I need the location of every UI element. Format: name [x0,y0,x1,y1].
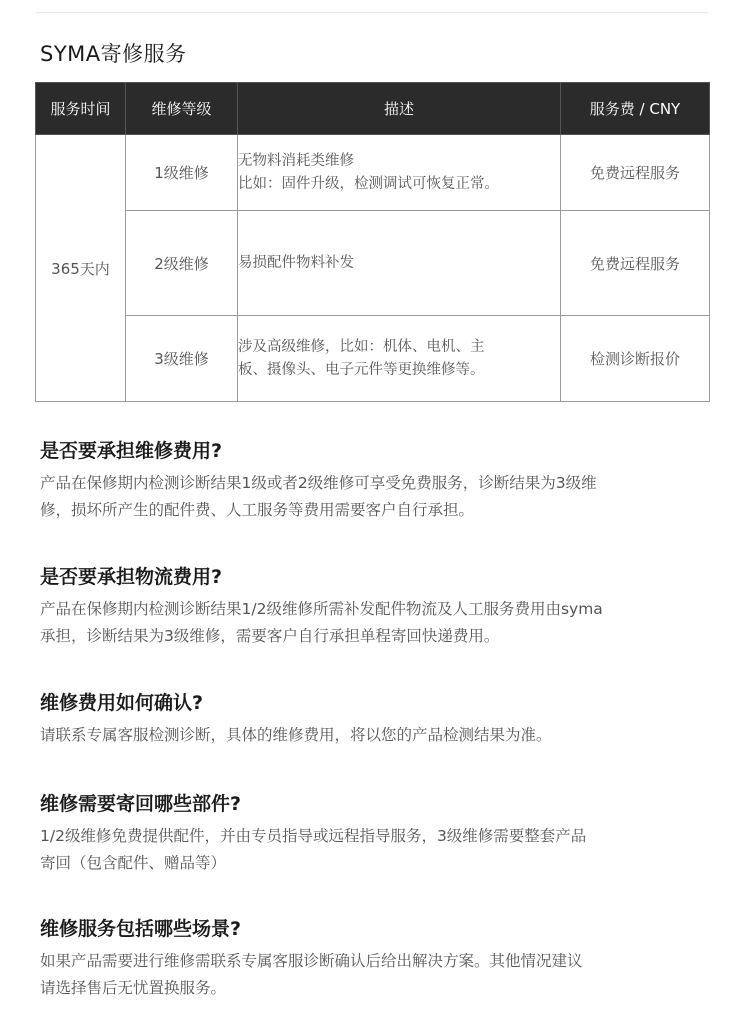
description-cell [238,316,561,402]
faq-question: 维修需要寄回哪些部件? [40,793,242,815]
faq-answer [40,948,730,1002]
faq-answer-line: 如果产品需要进行维修需联系专属客服诊断确认后给出解决方案。其他情况建议 [40,952,583,970]
faq-answer-line: 修，损坏所产生的配件费、人工服务等费用需要客户自行承担。 [40,501,475,519]
faq-answer-line: 1/2级维修免费提供配件，并由专员指导或远程指导服务，3级维修需要整套产品 [40,827,587,845]
repair-level-cell: 2级维修 [126,211,238,316]
table-header-row [36,83,710,135]
header-description: 描述 [238,83,561,135]
faq-answer [40,470,730,524]
header-service-fee: 服务费 / CNY [561,83,710,135]
faq-section-service-scenarios [40,916,730,1002]
description-cell [238,211,561,316]
table-row [36,135,710,211]
faq-section-fee-confirmation [40,690,730,749]
faq-section-parts-to-return [40,791,730,877]
faq-answer-line: 承担，诊断结果为3级维修，需要客户自行承担单程寄回快递费用。 [40,627,500,645]
fee-cell: 检测诊断报价 [561,316,710,402]
fee-cell: 免费远程服务 [561,211,710,316]
faq-question: 是否要承担维修费用? [40,440,223,462]
repair-level-cell: 3级维修 [126,316,238,402]
faq-answer [40,596,730,650]
faq-question: 是否要承担物流费用? [40,566,223,588]
top-divider [36,12,708,13]
faq-answer [40,823,730,877]
header-repair-level: 维修等级 [126,83,238,135]
header-service-time: 服务时间 [36,83,126,135]
fee-cell: 免费远程服务 [561,135,710,211]
service-time-cell: 365天内 [36,135,126,402]
description-line: 板、摄像头、电子元件等更换维修等。 [238,361,485,378]
repair-level-cell: 1级维修 [126,135,238,211]
faq-answer-line: 请联系专属客服检测诊断，具体的维修费用，将以您的产品检测结果为准。 [40,726,552,744]
description-line: 无物料消耗类维修 [238,152,354,169]
faq-answer-line: 寄回（包含配件、赠品等） [40,854,227,872]
table-row [36,316,710,402]
faq-answer-line: 产品在保修期内检测诊断结果1级或者2级维修可享受免费服务，诊断结果为3级维 [40,474,597,492]
faq-answer [40,722,730,749]
description-cell [238,135,561,211]
faq-answer-line: 请选择售后无忧置换服务。 [40,979,227,997]
description-line: 易损配件物料补发 [238,254,354,271]
description-line: 比如：固件升级，检测调试可恢复正常。 [238,175,499,192]
repair-service-table [35,82,710,402]
table-row [36,211,710,316]
faq-section-logistics-cost [40,564,730,650]
faq-question: 维修服务包括哪些场景? [40,918,242,940]
page-title: SYMA寄修服务 [40,42,187,66]
faq-answer-line: 产品在保修期内检测诊断结果1/2级维修所需补发配件物流及人工服务费用由syma [40,600,603,618]
description-line: 涉及高级维修，比如：机体、电机、主 [238,338,485,355]
faq-question: 维修费用如何确认? [40,692,204,714]
faq-section-repair-cost [40,438,730,524]
